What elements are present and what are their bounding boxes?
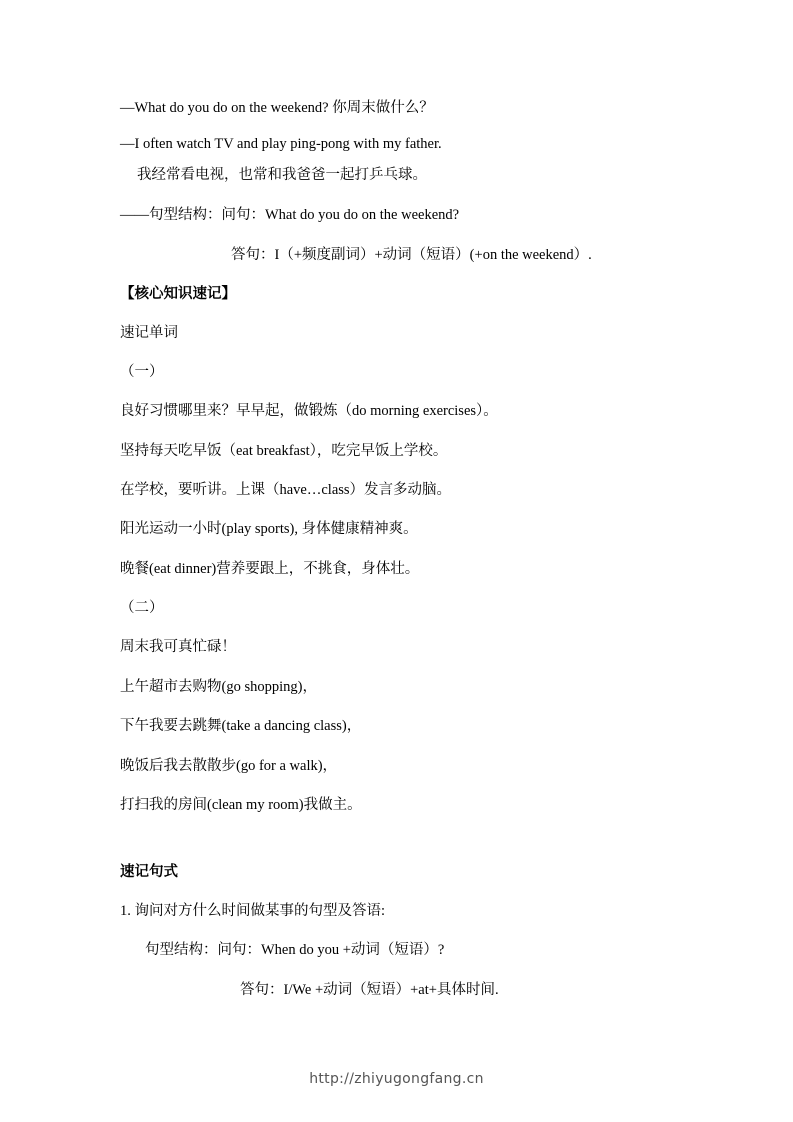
part-one-line: 在学校，要听讲。上课（have…class）发言多动脑。	[120, 482, 452, 498]
part-one-line: 坚持每天吃早饭（eat breakfast），吃完早饭上学校。	[120, 443, 448, 459]
part-one-line: 良好习惯哪里来？早早起，做锻炼（do morning exercises）。	[120, 403, 498, 419]
dialogue-answer-translation: 我经常看电视，也常和我爸爸一起打乒乓球。	[137, 167, 427, 183]
sentence-item-1-structure-question: 句型结构：问句：When do you +动词（短语）?	[145, 942, 445, 958]
dialogue-answer: —I often watch TV and play ping-pong with my father.	[120, 136, 442, 152]
sentence-section-heading: 速记句式	[120, 864, 178, 880]
part-one-label: （一）	[120, 364, 164, 380]
part-two-label: （二）	[120, 600, 164, 616]
part-two-line: 上午超市去购物(go shopping)，	[120, 679, 317, 695]
sentence-item-1-structure-answer: 答句：I/We +动词（短语）+at+具体时间.	[240, 982, 499, 998]
core-section-heading: 【核心知识速记】	[120, 286, 236, 302]
part-one-line: 阳光运动一小时(play sports), 身体健康精神爽。	[120, 521, 418, 537]
structure-question: ——句型结构：问句：What do you do on the weekend?	[120, 207, 460, 223]
part-two-line: 下午我要去跳舞(take a dancing class)，	[120, 718, 362, 734]
structure-answer: 答句：I（+频度副词）+动词（短语）(+on the weekend）.	[231, 247, 592, 263]
part-two-line: 晚饭后我去散散步(go for a walk)，	[120, 758, 338, 774]
part-two-line: 周末我可真忙碌！	[120, 639, 236, 655]
vocab-subheading: 速记单词	[120, 325, 178, 341]
part-two-line: 打扫我的房间(clean my room)我做主。	[120, 797, 362, 813]
dialogue-question: —What do you do on the weekend? 你周末做什么？	[120, 100, 434, 116]
part-one-line: 晚餐(eat dinner)营养要跟上，不挑食，身体壮。	[120, 561, 420, 577]
sentence-item-1: 1. 询问对方什么时间做某事的句型及答语:	[120, 903, 386, 919]
footer-url: http://zhiyugongfang.cn	[309, 1071, 484, 1087]
